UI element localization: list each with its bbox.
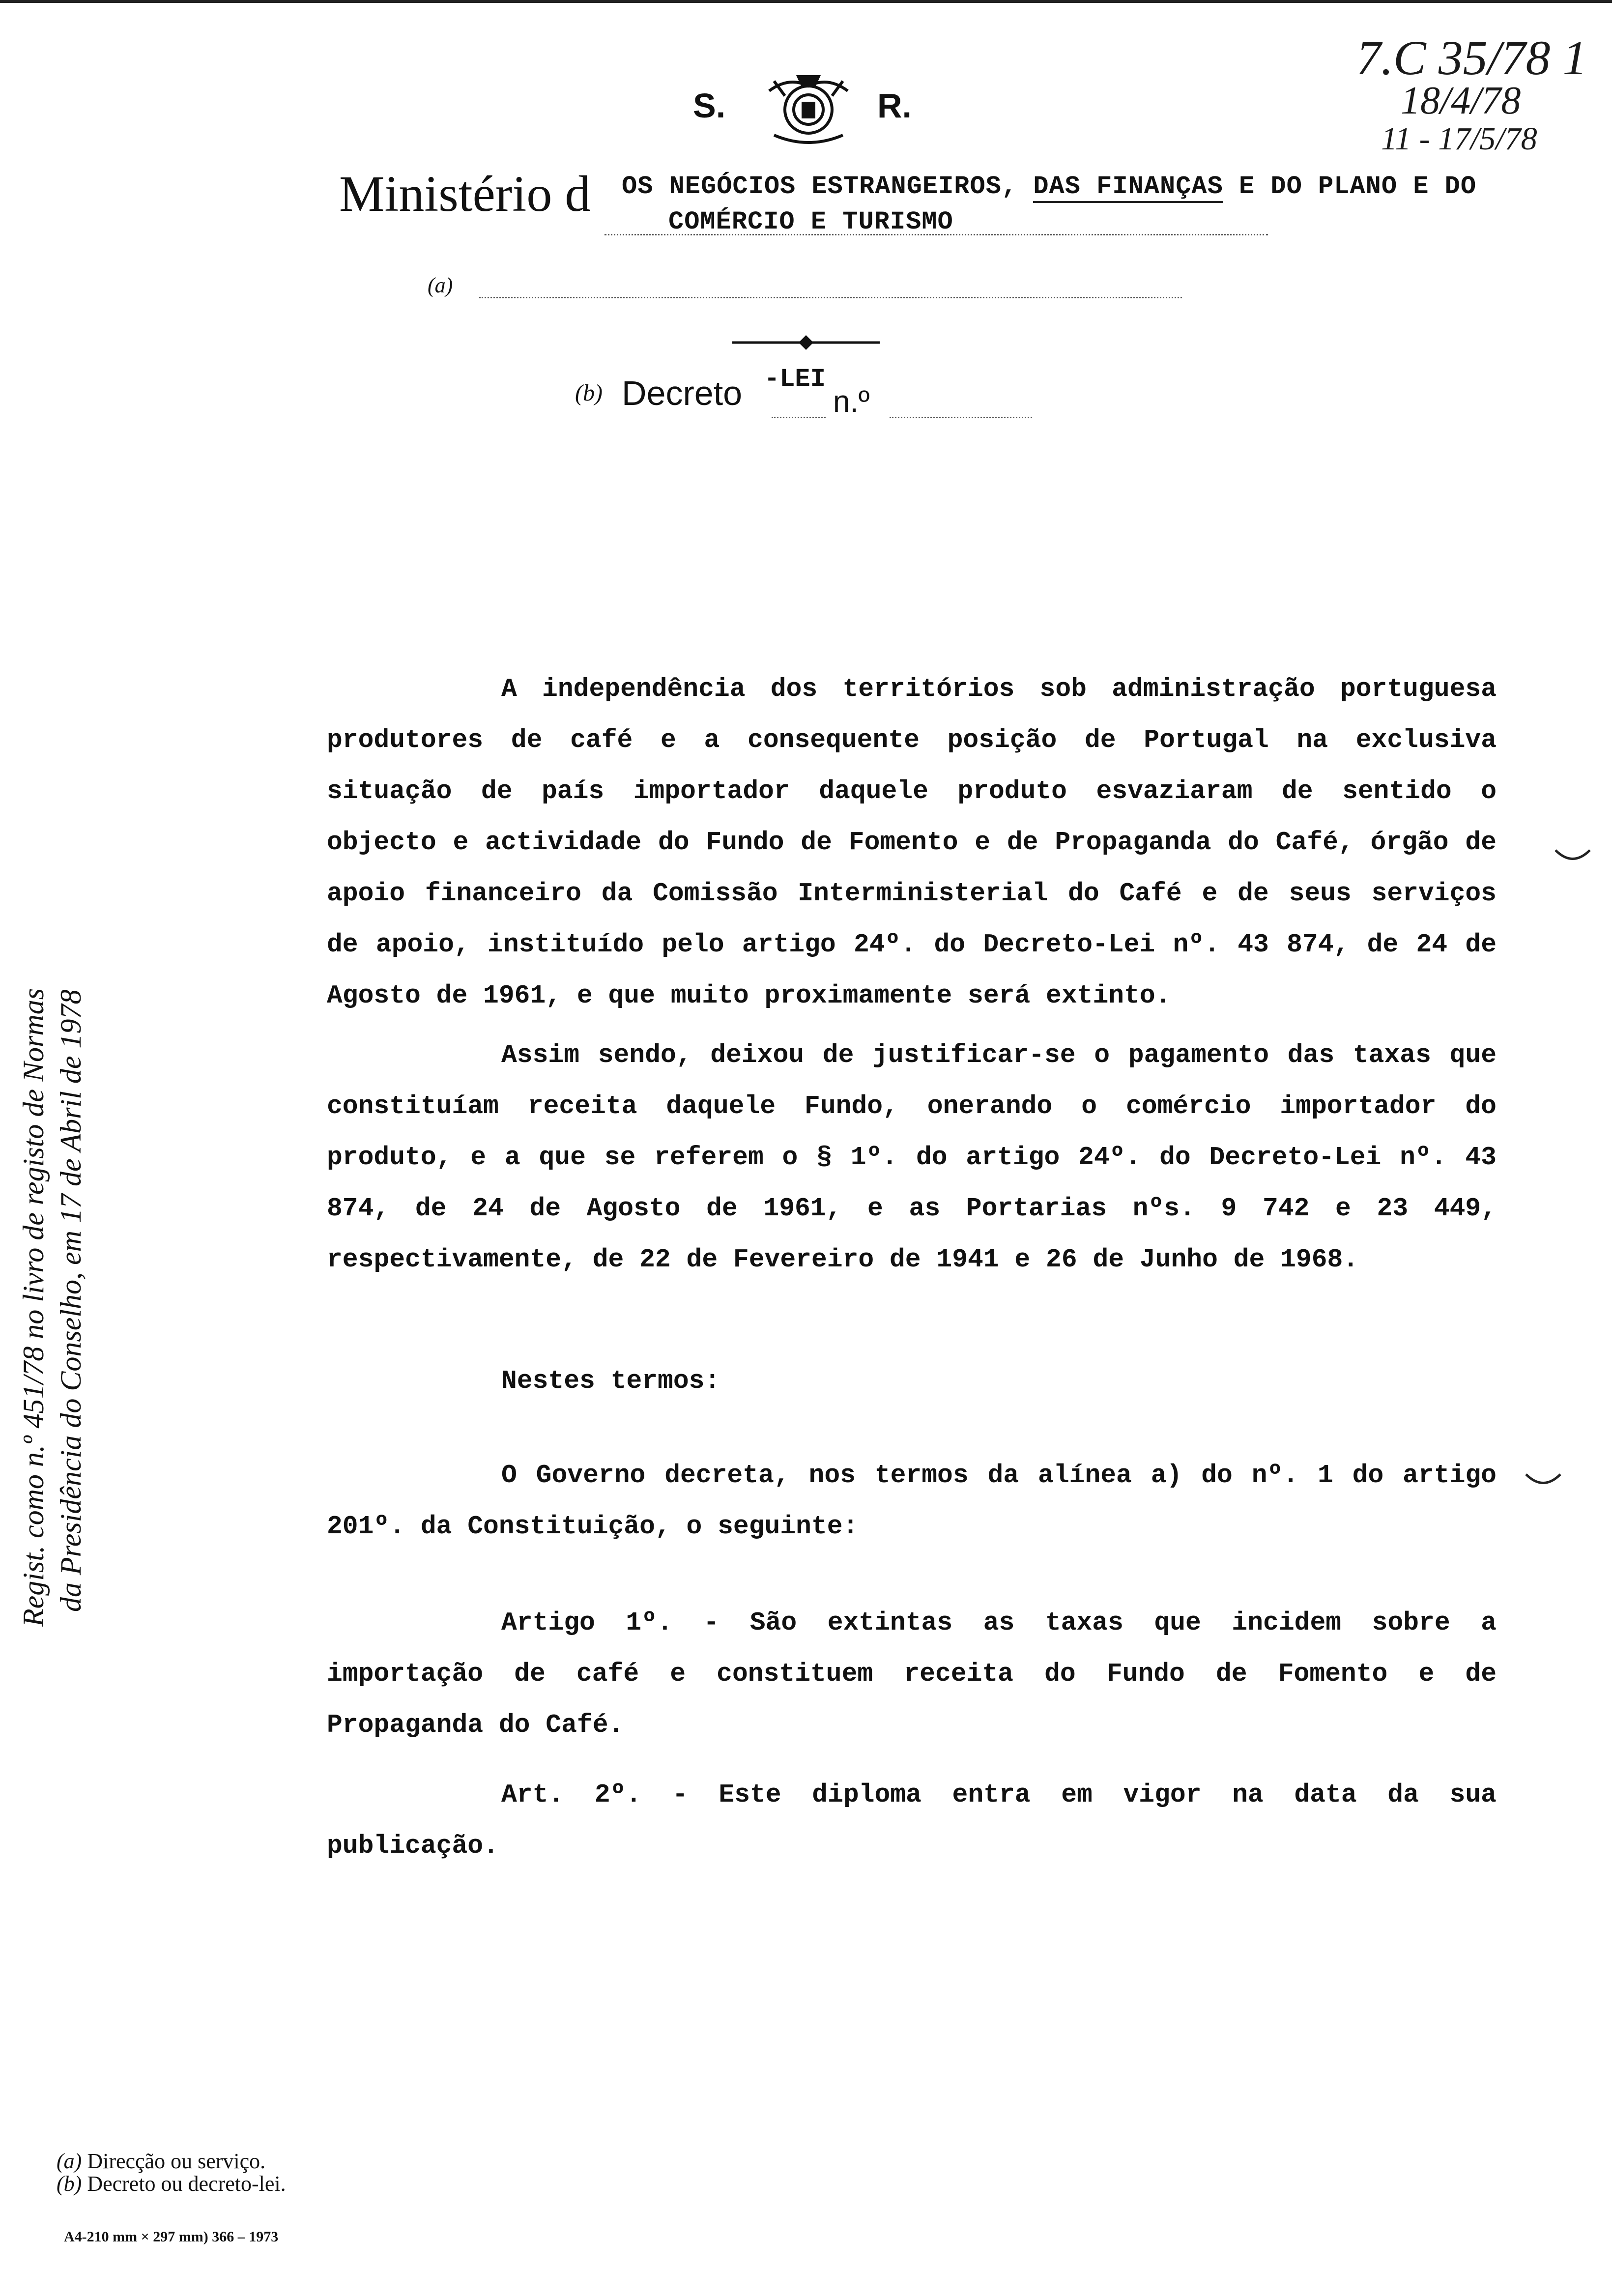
paragraph-nestes-termos: Nestes termos: [501,1366,720,1396]
header-r: R. [877,86,912,125]
registry-line-1: Regist. como n.º 451/78 no livro de registo de Normas [17,988,50,1627]
decree-number-label: n.º [833,385,870,419]
footnote-b: (b) Decreto ou decreto-lei. [57,2172,286,2196]
ministry-name-line2: COMÉRCIO E TURISMO [668,207,953,236]
form-reference: A4-210 mm × 297 mm) 366 – 1973 [64,2229,279,2245]
margin-check-mark-icon-2 [1524,1469,1563,1489]
paragraph-article-1: Artigo 1º. - São extintas as taxas que incidem sobre a importação de café e constituem receita do Fundo de Fomento e de Propaganda do Café. [327,1608,1512,1740]
paragraph-article-2: Art. 2º. - Este diploma entra em vigor na data da sua publicação. [327,1780,1512,1861]
ministry-label: Ministério d [339,166,591,222]
decree-lei-typed: -LEI [764,365,826,394]
service-field-label: (a) [428,273,453,297]
paragraph-justification: Assim sendo, deixou de justificar-se o pagamento das taxas que constituíam receita daquele Fundo, onerando o comércio importador do produto, e a que se referem o § 1º. do artigo 24º. do Decreto-Lei nº. 43 874, de 24 de Agosto de 1961, e as Portarias nºs. 9 742 e 23 449, respectivamente, de 22 de Fevereiro de 1941 e 26 de Junho de 1968. [327,1040,1512,1274]
paragraph-government-decrees: O Governo decreta, nos termos da alínea a) do nº. 1 do artigo 201º. da Constituição, o seguinte: [327,1461,1512,1541]
top-border-line [0,0,1612,3]
ministry-dotted-line [604,234,1268,235]
decree-type-label: (b) [575,380,603,406]
registry-line-2: da Presidência do Conselho, em 17 de Abril de 1978 [55,989,87,1612]
divider-ornament-icon [732,330,880,355]
margin-check-mark-icon [1553,845,1592,865]
ministry-name-line1: OS NEGÓCIOS ESTRANGEIROS, DAS FINANÇAS E DO PLANO E DO [622,172,1476,201]
handwritten-date-2: 11 - 17/5/78 [1381,121,1537,157]
decree-number-dotted-line [890,417,1032,418]
footnote-a: (a) Direcção ou serviço. [57,2149,266,2173]
handwritten-reference: 7.C 35/78 1 [1356,30,1587,85]
decree-word: Decreto [622,374,743,412]
decree-type-dotted-line [772,417,826,418]
handwritten-date: 18/4/78 [1401,79,1521,122]
ministry-finance-underlined: DAS FINANÇAS [1033,172,1223,203]
registry-margin-note [15,693,89,1627]
service-field-dotted-line [479,297,1182,298]
paragraph-preamble: A independência dos territórios sob administração portuguesa produtores de café e a consequente posição de Portugal na exclusiva situação de país importador daquele produto esvaziaram de sentido o objecto e actividade do Fundo de Fomento e de Propaganda do Café, órgão de apoio financeiro da Comissão Interministerial do Café e de seus serviços de apoio, instituído pelo artigo 24º. do Decreto-Lei nº. 43 874, de 24 de Agosto de 1961, e que muito proximamente será extinto. [327,674,1512,1010]
coat-of-arms-icon [759,71,858,150]
header-s: S. [693,86,726,125]
